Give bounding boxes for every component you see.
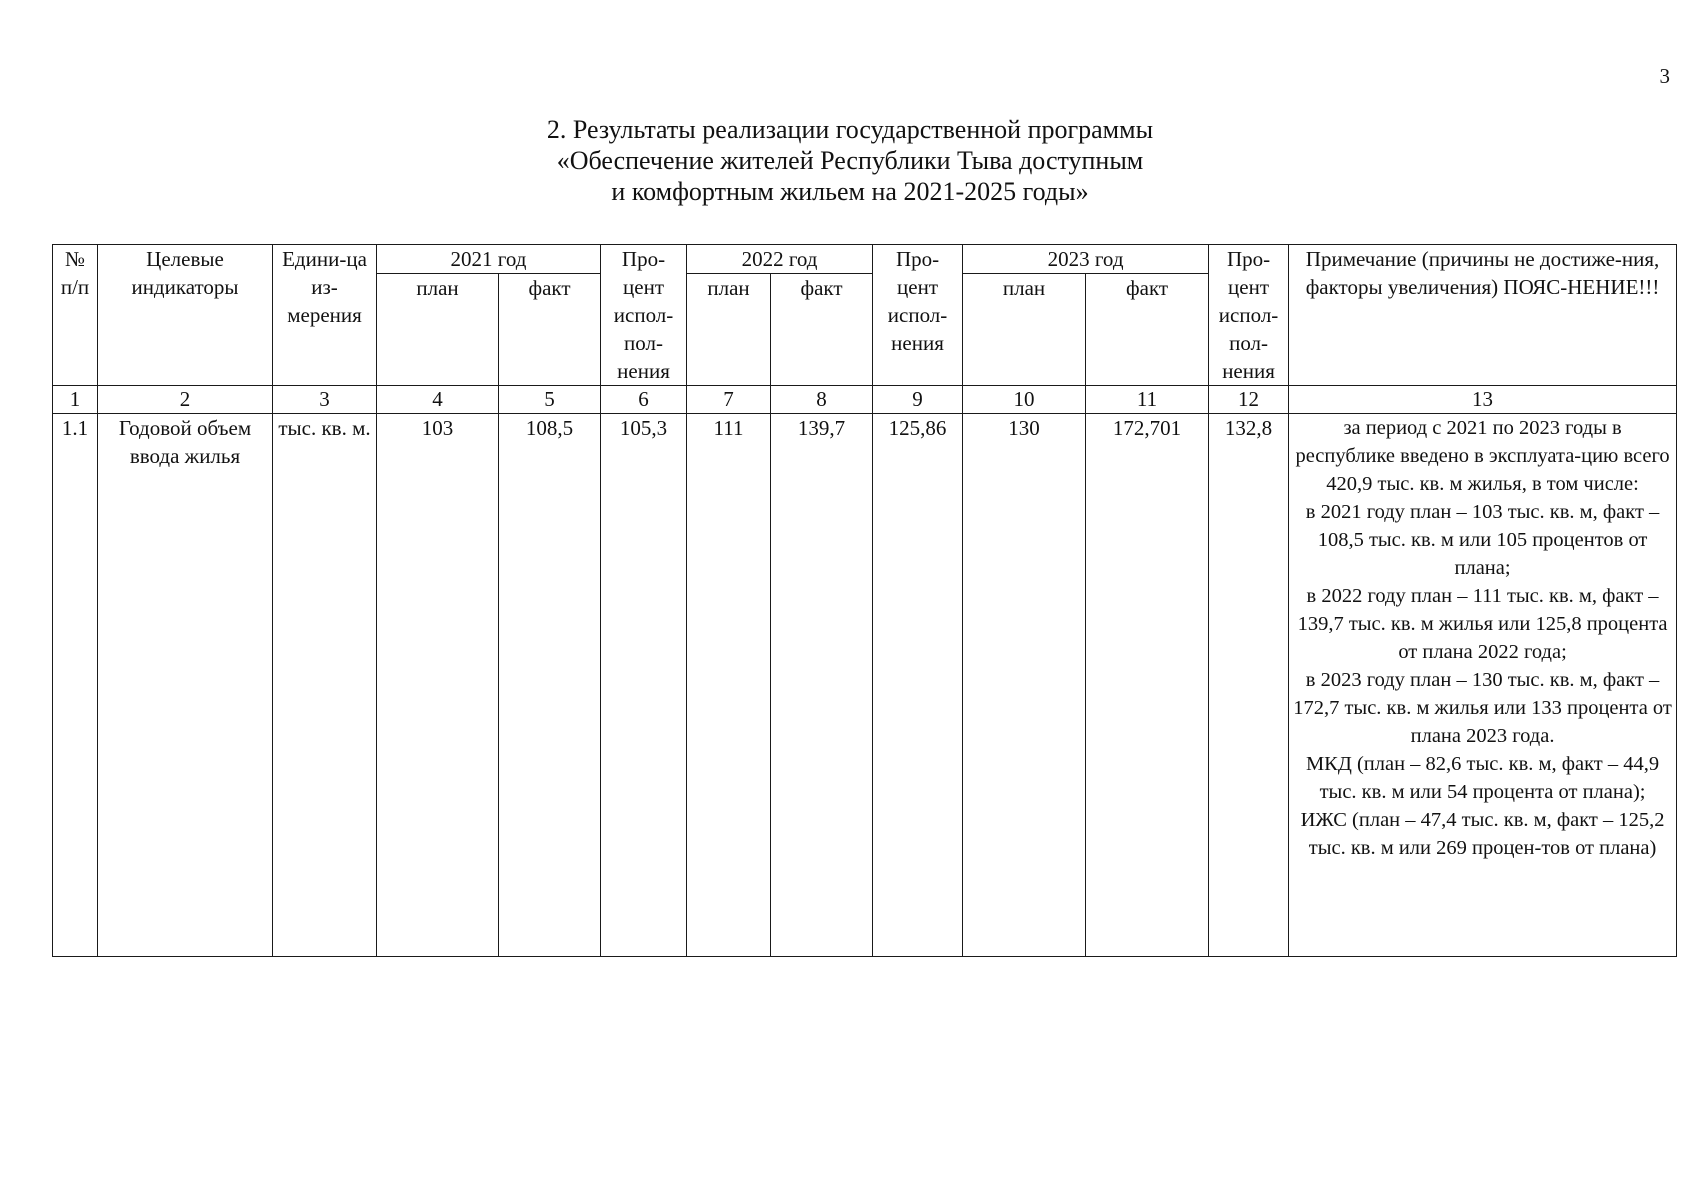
- note-line: в 2023 году план – 130 тыс. кв. м, факт – 172,7 тыс. кв. м жилья или 133 процента от плана 2023 года.: [1293, 669, 1672, 747]
- header-fact-2021: факт: [499, 274, 601, 386]
- document-title: [350, 114, 1350, 207]
- column-number: 2: [98, 386, 273, 414]
- header-indicator: Целевые индикаторы: [98, 245, 273, 386]
- table-row: [53, 414, 1677, 957]
- row-number: 1.1: [53, 414, 98, 957]
- header-note: Примечание (причины не достиже-ния, факторы увеличения) ПОЯС-НЕНИЕ!!!: [1289, 245, 1677, 386]
- note-line: МКД (план – 82,6 тыс. кв. м, факт – 44,9 тыс. кв. м или 54 процента от плана);: [1305, 753, 1660, 803]
- title-line-1: 2. Результаты реализации государственной программы: [546, 115, 1154, 144]
- column-number: 5: [499, 386, 601, 414]
- note-cell: [1289, 414, 1677, 957]
- column-number: 11: [1086, 386, 1209, 414]
- header-year-2023: 2023 год: [963, 245, 1209, 274]
- column-number: 8: [771, 386, 873, 414]
- column-number: 13: [1289, 386, 1677, 414]
- note-line: в 2022 году план – 111 тыс. кв. м, факт – 139,7 тыс. кв. м жилья или 125,8 процента от плана 2022 года;: [1297, 585, 1668, 663]
- plan-2021-value: 103: [377, 414, 499, 957]
- fact-2023-value: 172,701: [1086, 414, 1209, 957]
- header-fact-2023: факт: [1086, 274, 1209, 386]
- unit-of-measure: тыс. кв. м.: [273, 414, 377, 957]
- page-number: 3: [1659, 64, 1670, 88]
- percent-2023-value: 132,8: [1209, 414, 1289, 957]
- column-number: 7: [687, 386, 771, 414]
- header-percent-2023: Про-цент испол-пол-нения: [1209, 245, 1289, 386]
- fact-2021-value: 108,5: [499, 414, 601, 957]
- plan-2023-value: 130: [963, 414, 1086, 957]
- header-unit: Едини-ца из-мерения: [273, 245, 377, 386]
- fact-2022-value: 139,7: [771, 414, 873, 957]
- results-table: [52, 244, 1677, 957]
- header-year-2021: 2021 год: [377, 245, 601, 274]
- column-number: 1: [53, 386, 98, 414]
- header-percent-2022: Про-цент испол-нения: [873, 245, 963, 386]
- header-plan-2022: план: [687, 274, 771, 386]
- note-line: в 2021 году план – 103 тыс. кв. м, факт – 108,5 тыс. кв. м или 105 процентов от плана;: [1305, 501, 1660, 579]
- column-number-row: [53, 386, 1677, 414]
- title-line-2: «Обеспечение жителей Республики Тыва доступным: [556, 146, 1144, 175]
- column-number: 4: [377, 386, 499, 414]
- column-number: 12: [1209, 386, 1289, 414]
- note-line: за период с 2021 по 2023 годы в республике введено в эксплуата-цию всего 420,9 тыс. кв. м жилья, в том числе:: [1295, 417, 1670, 495]
- column-number: 3: [273, 386, 377, 414]
- column-number: 9: [873, 386, 963, 414]
- note-line: ИЖС (план – 47,4 тыс. кв. м, факт – 125,2 тыс. кв. м или 269 процен-тов от плана): [1300, 809, 1665, 859]
- percent-2021-value: 105,3: [601, 414, 687, 957]
- title-line-3: и комфортным жильем на 2021-2025 годы»: [611, 177, 1089, 206]
- percent-2022-value: 125,86: [873, 414, 963, 957]
- header-plan-2021: план: [377, 274, 499, 386]
- header-plan-2023: план: [963, 274, 1086, 386]
- column-number: 6: [601, 386, 687, 414]
- header-fact-2022: факт: [771, 274, 873, 386]
- plan-2022-value: 111: [687, 414, 771, 957]
- header-percent-2021: Про-цент испол-пол-нения: [601, 245, 687, 386]
- header-row-1: [53, 245, 1677, 274]
- column-number: 10: [963, 386, 1086, 414]
- header-no: № п/п: [53, 245, 98, 386]
- header-year-2022: 2022 год: [687, 245, 873, 274]
- indicator-name: Годовой объем ввода жилья: [98, 414, 273, 957]
